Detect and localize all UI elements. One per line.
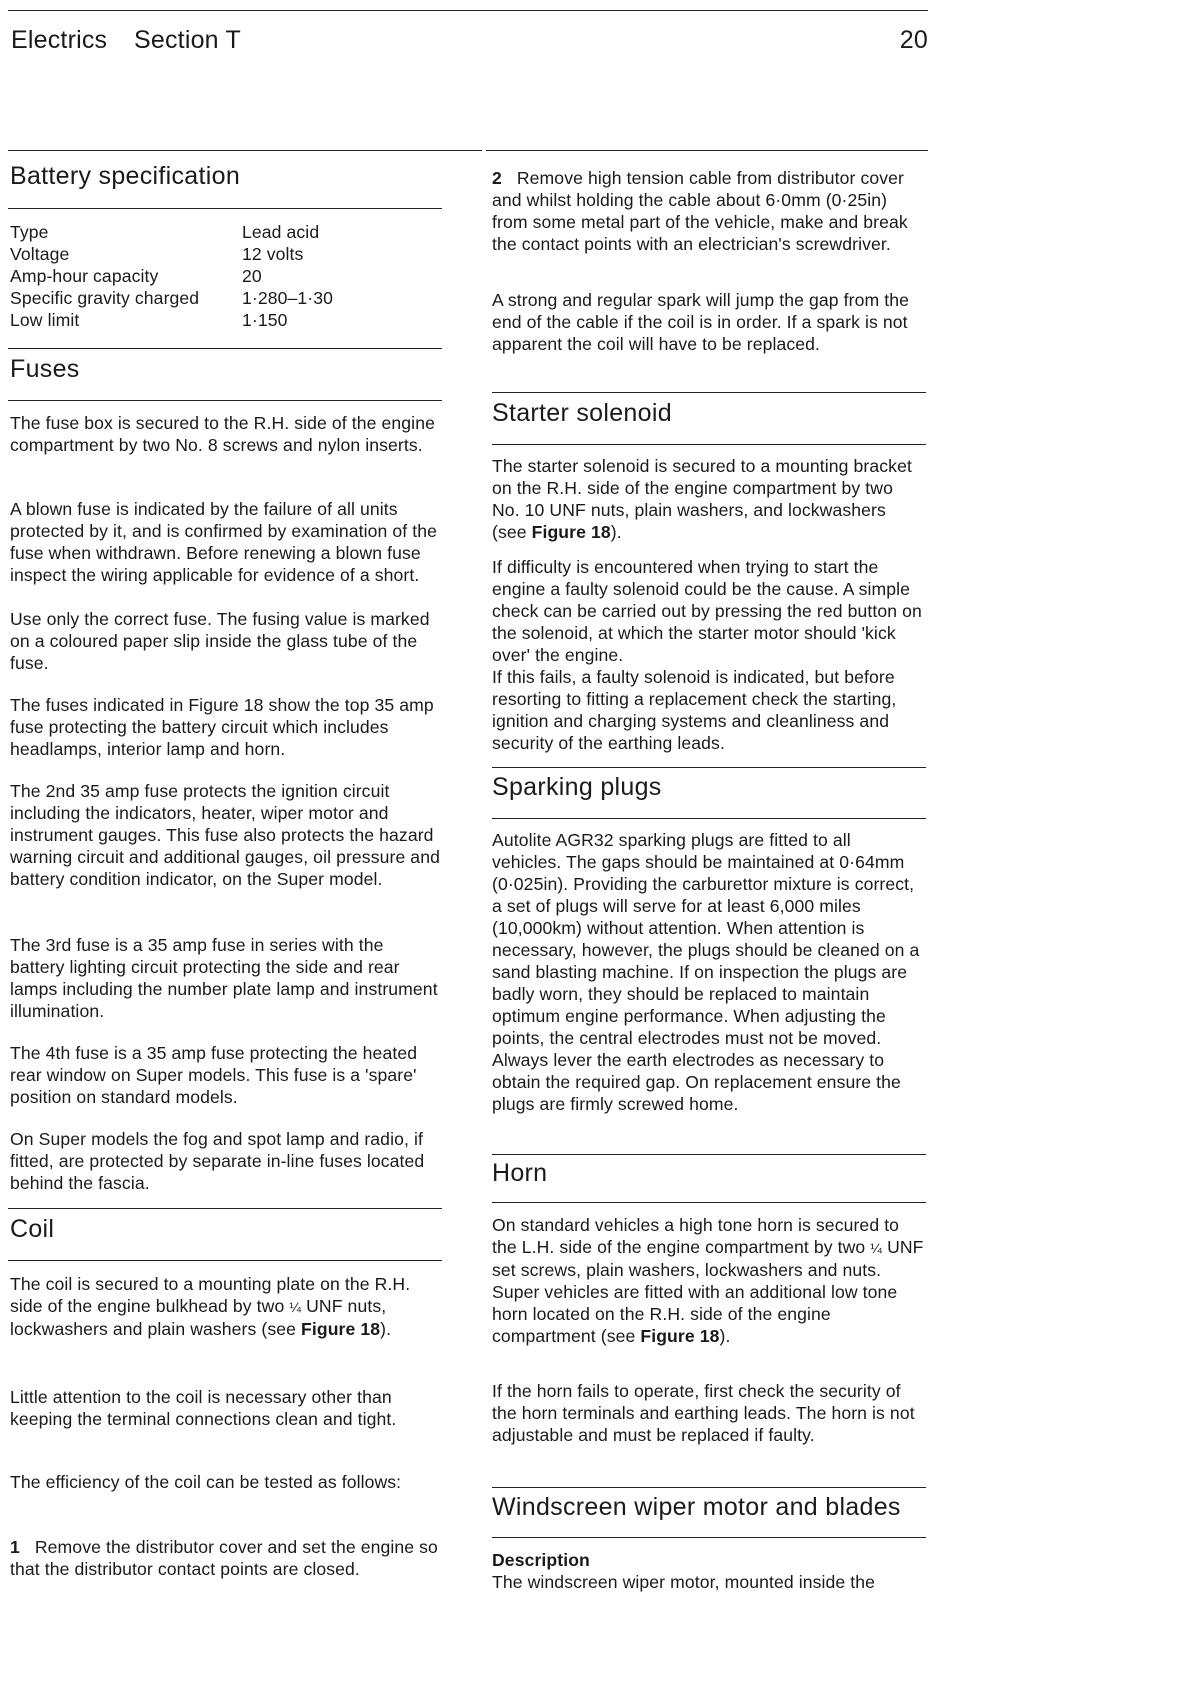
horn-title: Horn [492,1159,548,1187]
spec-value: 20 [242,266,262,286]
left-column [10,0,450,1684]
fuses-paragraph: Use only the correct fuse. The fusing value is marked on a coloured paper slip inside the glass tube of the fuse. [10,609,430,673]
wiper-top-rule [492,1487,926,1488]
fuses-paragraph: The fuses indicated in Figure 18 show the top 35 amp fuse protecting the battery circuit which includes headlamps, interior lamp and horn. [10,695,434,759]
horn-text: On standard vehicles a high tone horn is secured to the L.H. side of the engine compartment by two [492,1215,900,1257]
horn-paragraph: If the horn fails to operate, first check the security of the horn terminals and earthing leads. The horn is not adjustable and must be replaced if faulty. [492,1381,915,1445]
plugs-paragraph: Autolite AGR32 sparking plugs are fitted to all vehicles. The gaps should be maintained at 0·64mm (0·025in). Providing the carburettor mixture is correct, a set of plugs will serve for at least 6,000 miles (10,000km) without attention. When attention is necessary, however, the plugs should be cleaned on a sand blasting machine. If on inspection the plugs are badly worn, they should be replaced to maintain optimum engine performance. When adjusting the points, the central electrodes must not be moved. Always lever the earth electrodes as necessary to obtain the required gap. On replacement ensure the plugs are firmly screwed home. [492,830,920,1114]
starter-paragraph: If difficulty is encountered when trying to start the engine a faulty solenoid could be the cause. A simple check can be carried out by pressing the red button on the solenoid, at which the starter motor should 'kick over' the engine. [492,557,922,665]
step-text: Remove high tension cable from distributor cover and whilst holding the cable about 6·0mm (0·25in) from some metal part of the vehicle, make and break the contact points with an electrician's screwdriver. [492,168,908,254]
wiper-paragraph: The windscreen wiper motor, mounted inside the [492,1572,876,1592]
spec-value: Lead acid [242,222,320,242]
horn-text: ). [719,1326,731,1346]
fuses-paragraph: The 4th fuse is a 35 amp fuse protecting the heated rear window on Super models. This fuse is a 'spare' position on standard models. [10,1043,418,1107]
spec-value: 12 volts [242,244,304,264]
wiper-title-rule [492,1537,926,1538]
fuses-paragraph: A blown fuse is indicated by the failure of all units protected by it, and is confirmed by examination of the fuse when withdrawn. Before renewing a blown fuse inspect the wiring applicable for evidence of a short. [10,499,438,585]
horn-text: UNF set screws, plain washers, lockwashers and nuts. Super vehicles are fitted with an additional low tone horn located on the R.H. side of the engine compartment (see [492,1237,924,1346]
sparking-plugs-title: Sparking plugs [492,773,662,801]
wiper-title: Windscreen wiper motor and blades [492,1493,901,1521]
fuses-title-rule [8,400,442,401]
battery-title-rule [8,208,442,209]
spec-label: Voltage [10,244,70,264]
coil-top-rule [8,1208,442,1209]
coil-text: The coil is secured to a mounting plate on the R.H. side of the engine bulkhead by two [10,1274,411,1316]
figure-reference: Figure 18 [640,1326,720,1346]
spec-row [10,221,430,243]
fuses-paragraph: The 2nd 35 amp fuse protects the ignition circuit including the indicators, heater, wiper motor and instrument gauges. This fuse also protects the hazard warning circuit and additional gauges, oil pressure and battery condition indicator, on the Super model. [10,781,440,889]
fuses-title: Fuses [10,355,80,383]
header-chapter: Electrics [11,26,108,54]
coil-title: Coil [10,1215,55,1243]
step-text: Remove the distributor cover and set the engine so that the distributor contact points are closed. [10,1537,438,1579]
step-number: 1 [10,1537,20,1557]
page-number: 20 [899,26,928,54]
starter-text: ). [610,522,622,542]
spec-label: Low limit [10,310,80,330]
spec-row [10,309,430,331]
coil-text: UNF nuts, lockwashers and plain washers (see [10,1296,387,1339]
fuses-paragraph: On Super models the fog and spot lamp and radio, if fitted, are protected by separate in-line fuses located behind the fascia. [10,1129,425,1193]
fraction: ¼ [870,1240,883,1256]
spec-row [10,287,430,309]
step-number: 2 [492,168,502,188]
wiper-subheading: Description [492,1550,590,1570]
plugs-top-rule [492,767,926,768]
coil-paragraph: Little attention to the coil is necessary other than keeping the terminal connections clean and tight. [10,1387,397,1429]
spec-label: Amp-hour capacity [10,266,159,286]
coil-paragraph: A strong and regular spark will jump the gap from the end of the cable if the coil is in order. If a spark is not apparent the coil will have to be replaced. [492,290,910,354]
right-column [492,0,932,1684]
spec-label: Type [10,222,49,242]
battery-spec-title: Battery specification [10,162,241,190]
spec-value: 1·280–1·30 [242,288,333,308]
coil-title-rule [8,1260,442,1261]
header-section: Section T [134,26,241,54]
starter-paragraph: If this fails, a faulty solenoid is indicated, but before resorting to fitting a replacement check the starting, ignition and charging systems and cleanliness and security of the earthing leads. [492,667,897,753]
coil-step-2 [492,167,924,255]
coil-paragraph [10,1273,440,1340]
starter-solenoid-title: Starter solenoid [492,399,672,427]
coil-paragraph: The efficiency of the coil can be tested as follows: [10,1472,402,1492]
starter-text: The starter solenoid is secured to a mounting bracket on the R.H. side of the engine compartment by two No. 10 UNF nuts, plain washers, and lockwashers (see [492,456,912,542]
coil-text: ). [380,1319,392,1339]
starter-title-rule [492,444,926,445]
starter-paragraph [492,455,924,543]
spec-row [10,265,430,287]
figure-reference: Figure 18 [531,522,611,542]
battery-spec-table [10,221,440,331]
plugs-title-rule [492,818,926,819]
figure-reference: Figure 18 [301,1319,381,1339]
spec-value: 1·150 [242,310,288,330]
spec-label: Specific gravity charged [10,288,200,308]
fuses-paragraph: The fuse box is secured to the R.H. side of the engine compartment by two No. 8 screws and nylon inserts. [10,413,435,455]
horn-top-rule [492,1154,926,1155]
coil-step-1 [10,1536,440,1580]
fraction: ¼ [289,1299,302,1315]
fuses-paragraph: The 3rd fuse is a 35 amp fuse in series with the battery lighting circuit protecting the side and rear lamps including the number plate lamp and instrument illumination. [10,935,438,1021]
fuses-top-rule [8,348,442,349]
starter-top-rule [492,392,926,393]
horn-title-rule [492,1202,926,1203]
horn-paragraph [492,1214,924,1347]
spec-row [10,243,430,265]
